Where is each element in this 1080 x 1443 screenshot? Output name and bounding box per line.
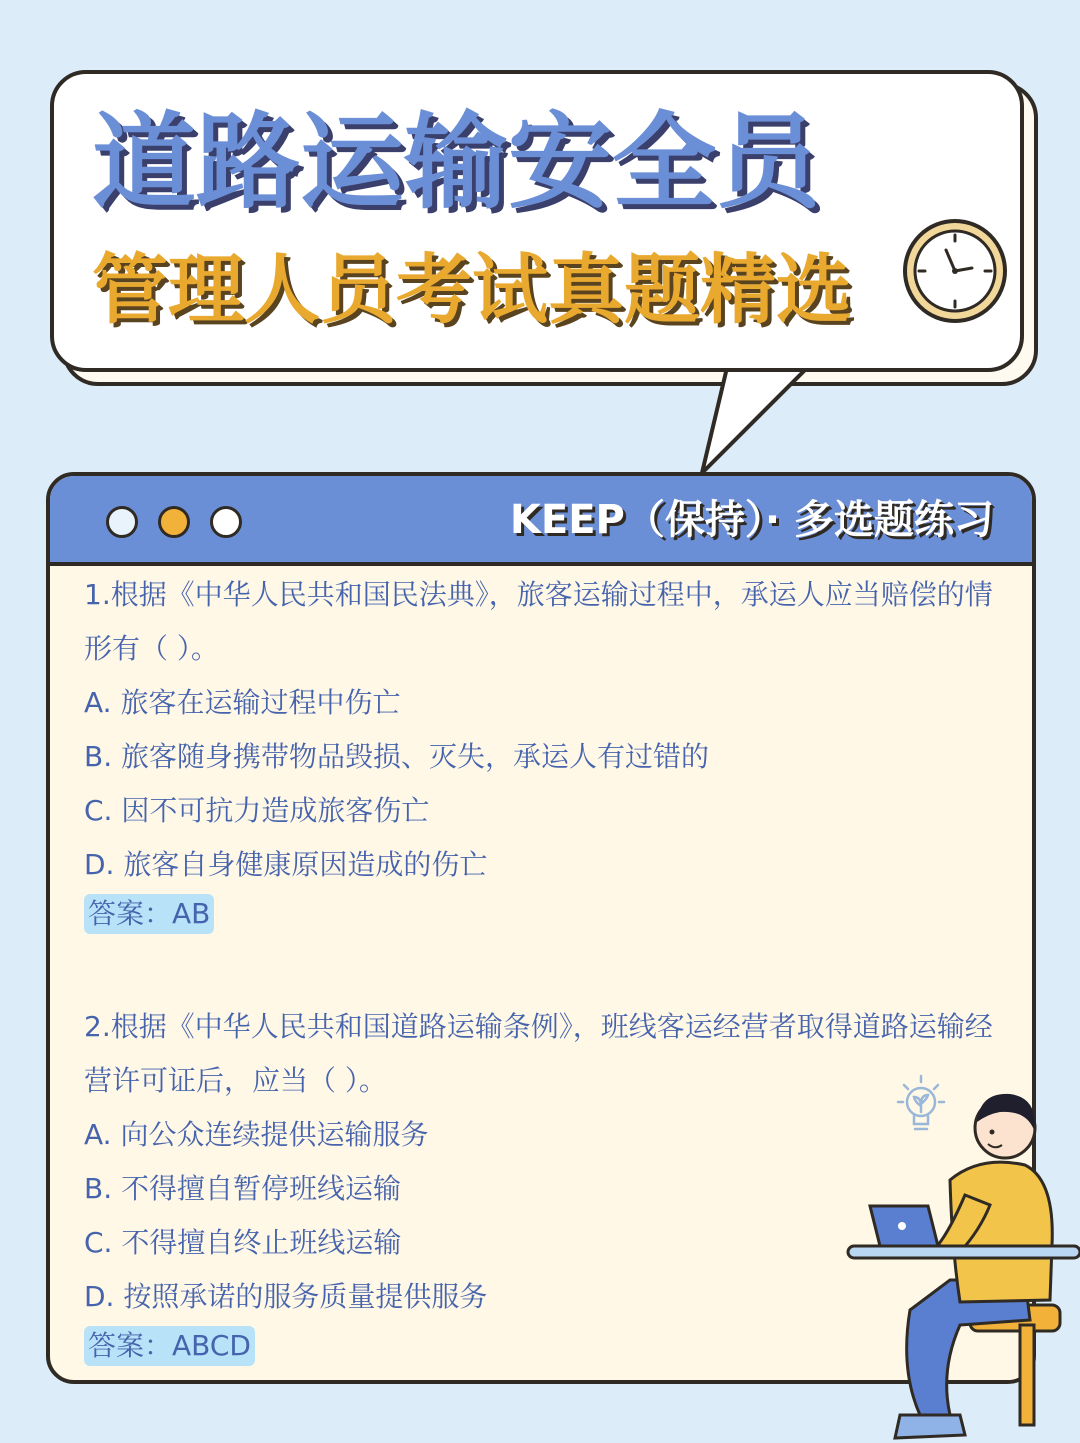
card-header-title: KEEP（保持）· 多选题练习 (509, 497, 994, 543)
option-b: B. 不得擅自暂停班线运输 (84, 1172, 402, 1205)
option-a: A. 向公众连续提供运输服务 (84, 1118, 429, 1151)
option-c: C. 因不可抗力造成旅客伤亡 (84, 794, 430, 827)
card-header (50, 476, 1032, 566)
answer-badge: 答案：AB (84, 894, 214, 934)
window-dot-icon (106, 506, 138, 538)
window-dot-icon (210, 506, 242, 538)
answer-badge: 答案：ABCD (84, 1326, 255, 1366)
question-stem: 1.根据《中华人民共和国民法典》，旅客运输过程中，承运人应当赔偿的情形有（ ）。 (84, 578, 993, 665)
page-title: 道路运输安全员 (92, 101, 821, 223)
question-1 (84, 568, 1014, 934)
person-with-laptop-illustration (840, 1070, 1080, 1443)
page-subtitle: 管理人员考试真题精选 (92, 245, 852, 334)
speech-bubble-tail (690, 355, 840, 480)
option-c: C. 不得擅自终止班线运输 (84, 1226, 402, 1259)
question-stem: 2.根据《中华人民共和国道路运输条例》，班线客运经营者取得道路运输经营许可证后，应当（ ）。 (84, 1010, 993, 1097)
option-d: D. 旅客自身健康原因造成的伤亡 (84, 848, 488, 881)
window-dot-icon (158, 506, 190, 538)
option-d: D. 按照承诺的服务质量提供服务 (84, 1280, 488, 1313)
clock-icon (900, 216, 1010, 326)
option-b: B. 旅客随身携带物品毁损、灭失，承运人有过错的 (84, 740, 710, 773)
option-a: A. 旅客在运输过程中伤亡 (84, 686, 401, 719)
